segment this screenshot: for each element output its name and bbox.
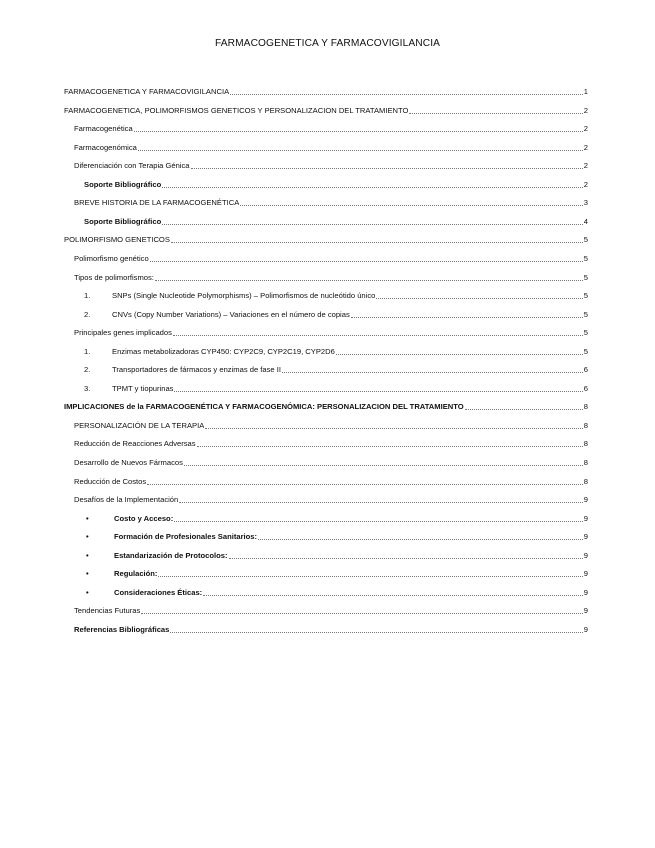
toc-page-number: 9 [583,587,588,597]
toc-page-number: 8 [583,458,588,467]
dot-leader [230,93,583,95]
toc-entry-label: POLIMORFISMO GENETICOS [64,235,170,245]
toc-page-number: 2 [583,105,588,115]
dot-leader [203,594,583,596]
toc-entry-label: Soporte Bibliográfico [84,216,162,226]
toc-entry[interactable] [84,345,588,357]
toc-entry[interactable] [84,363,588,375]
toc-page-number: 2 [583,161,588,171]
toc-entry[interactable] [74,623,588,635]
toc-entry[interactable] [74,493,588,505]
toc-page-number: 5 [583,253,588,263]
bullet-icon: • [86,569,89,579]
list-number: 2. [84,309,91,319]
dot-leader [197,445,583,447]
dot-leader [173,334,583,336]
toc-entry[interactable] [84,530,588,542]
toc-page-number: 8 [583,420,588,430]
list-number: 1. [84,291,91,301]
toc-entry-label: FARMACOGENETICA, POLIMORFISMOS GENETICOS Y PERSONALIZACION DEL TRATAMIENTO [64,105,409,115]
dot-leader [134,130,583,132]
bullet-icon: • [86,513,89,523]
dot-leader [465,408,583,410]
list-number: 2. [84,365,91,375]
toc-entry-label: PERSONALIZACIÓN DE LA TERAPIA [74,420,205,430]
dot-leader [179,501,583,503]
toc-entry[interactable] [84,549,588,561]
toc-page-number: 9 [583,624,588,634]
toc-entry[interactable] [74,252,588,264]
toc-entry[interactable] [64,233,588,245]
dot-leader [229,557,583,559]
dot-leader [376,297,582,299]
toc-page-number: 9 [583,495,588,505]
toc-entry-label: TPMT y tiopurinas [112,383,174,393]
bullet-icon: • [86,587,89,597]
toc-page-number: 5 [583,309,588,319]
toc-entry-label: Farmacogenómica [74,142,137,152]
toc-entry[interactable] [74,271,588,283]
dot-leader [282,371,583,373]
toc-entry-label: FARMACOGENETICA Y FARMACOVIGILANCIA [64,87,230,96]
toc-entry-label: Enzimas metabolizadoras CYP450: CYP2C9, CYP2C19, CYP2D6 [112,346,335,356]
dot-leader [158,575,582,577]
toc-page-number: 5 [583,235,588,245]
toc-entry[interactable] [84,512,588,524]
bullet-icon: • [86,532,89,542]
toc-entry[interactable] [74,159,588,171]
dot-leader [150,260,583,262]
toc-page-number: 9 [583,513,588,523]
toc-page-number: 8 [583,439,588,449]
toc-page-number: 2 [583,124,588,134]
toc-entry[interactable] [64,104,588,116]
toc-entry-label: SNPs (Single Nucleotide Polymorphisms) – Polimorfismos de nucleótido único [112,291,376,301]
toc-entry[interactable] [74,141,588,153]
toc-entry[interactable] [74,475,588,487]
list-number: 3. [84,383,91,393]
toc-entry-label: Desafíos de la Implementación [74,495,179,505]
toc-entry-label: Reducción de Reacciones Adversas [74,439,196,449]
toc-entry-label: Soporte Bibliográfico [84,179,162,189]
toc-page-number: 2 [583,142,588,152]
list-number: 1. [84,346,91,356]
toc-entry[interactable] [74,604,588,616]
toc-entry[interactable] [84,382,588,394]
dot-leader [155,279,583,281]
toc-entry[interactable] [84,289,588,301]
toc-entry-label: Formación de Profesionales Sanitarios: [114,532,258,542]
toc-entry-label: Regulación: [114,569,158,579]
toc-page-number: 9 [583,606,588,616]
toc-entry-label: Tendencias Futuras [74,606,141,616]
toc-page-number: 9 [583,532,588,542]
toc-entry-label: Costo y Acceso: [114,513,174,523]
toc-entry[interactable] [74,326,588,338]
toc-entry-label: BREVE HISTORIA DE LA FARMACOGENÉTICA [74,198,240,208]
toc-entry[interactable] [74,419,588,431]
toc-entry[interactable] [84,586,588,598]
dot-leader [258,538,583,540]
dot-leader [409,112,582,114]
page-title: FARMACOGENETICA Y FARMACOVIGILANCIA [214,38,441,49]
toc-entry[interactable] [64,85,588,97]
toc-page-number: 9 [583,569,588,579]
toc-entry-label: IMPLICACIONES de la FARMACOGENÉTICA Y FARMACOGENÓMICA: PERSONALIZACION DEL TRATAMIENTO [64,402,464,412]
toc-entry[interactable] [84,308,588,320]
toc-page-number: 2 [583,179,588,189]
toc-page-number: 8 [583,476,588,486]
toc-page-number: 4 [583,216,588,226]
toc-entry-label: Referencias Bibliográficas [74,624,170,634]
dot-leader [336,353,583,355]
toc-entry-label: Principales genes implicados [74,328,172,338]
toc-entry-label: Farmacogenética [74,124,133,134]
toc-entry[interactable] [74,196,588,208]
toc-entry-label: Diferenciación con Terapia Génica [74,161,190,171]
toc-page-number: 5 [583,328,588,338]
toc-page-number: 9 [583,550,588,560]
toc-entry[interactable] [84,215,588,227]
bullet-icon: • [86,550,89,560]
toc-entry-label: Reducción de Costos [74,476,147,486]
toc-entry[interactable] [74,122,588,134]
dot-leader [170,631,582,633]
toc-entry[interactable] [74,456,588,468]
toc-entry-label: Polimorfismo genético [74,253,149,263]
dot-leader [240,204,582,206]
dot-leader [205,427,583,429]
dot-leader [184,464,583,466]
toc-page-number: 5 [583,291,588,301]
toc-entry[interactable] [84,567,588,579]
dot-leader [171,241,583,243]
dot-leader [141,612,582,614]
toc-entry-label: Transportadores de fármacos y enzimas de fase II [112,365,281,375]
toc-page-number: 6 [583,383,588,393]
toc-entry-label: Estandarización de Protocolos: [114,550,228,560]
toc-entry-label: Desarrollo de Nuevos Fármacos [74,458,183,467]
dot-leader [138,149,583,151]
toc-entry[interactable] [84,178,588,190]
dot-leader [174,520,583,522]
toc-page-number: 6 [583,365,588,375]
toc-page-number: 8 [583,402,588,412]
dot-leader [174,390,582,392]
dot-leader [191,167,583,169]
dot-leader [147,483,583,485]
toc-page-number: 3 [583,198,588,208]
toc-entry[interactable] [74,437,588,449]
toc-entry-label: CNVs (Copy Number Variations) – Variaciones en el número de copias [112,309,350,319]
dot-leader [351,316,583,318]
toc-entry[interactable] [64,400,588,412]
toc-page-number: 5 [583,346,588,356]
toc-entry-label: Consideraciones Éticas: [114,587,203,597]
dot-leader [162,223,583,225]
toc-page-number: 1 [583,87,588,96]
toc-entry-label: Tipos de polimorfismos: [74,272,154,282]
dot-leader [162,186,583,188]
toc-page-number: 5 [583,272,588,282]
